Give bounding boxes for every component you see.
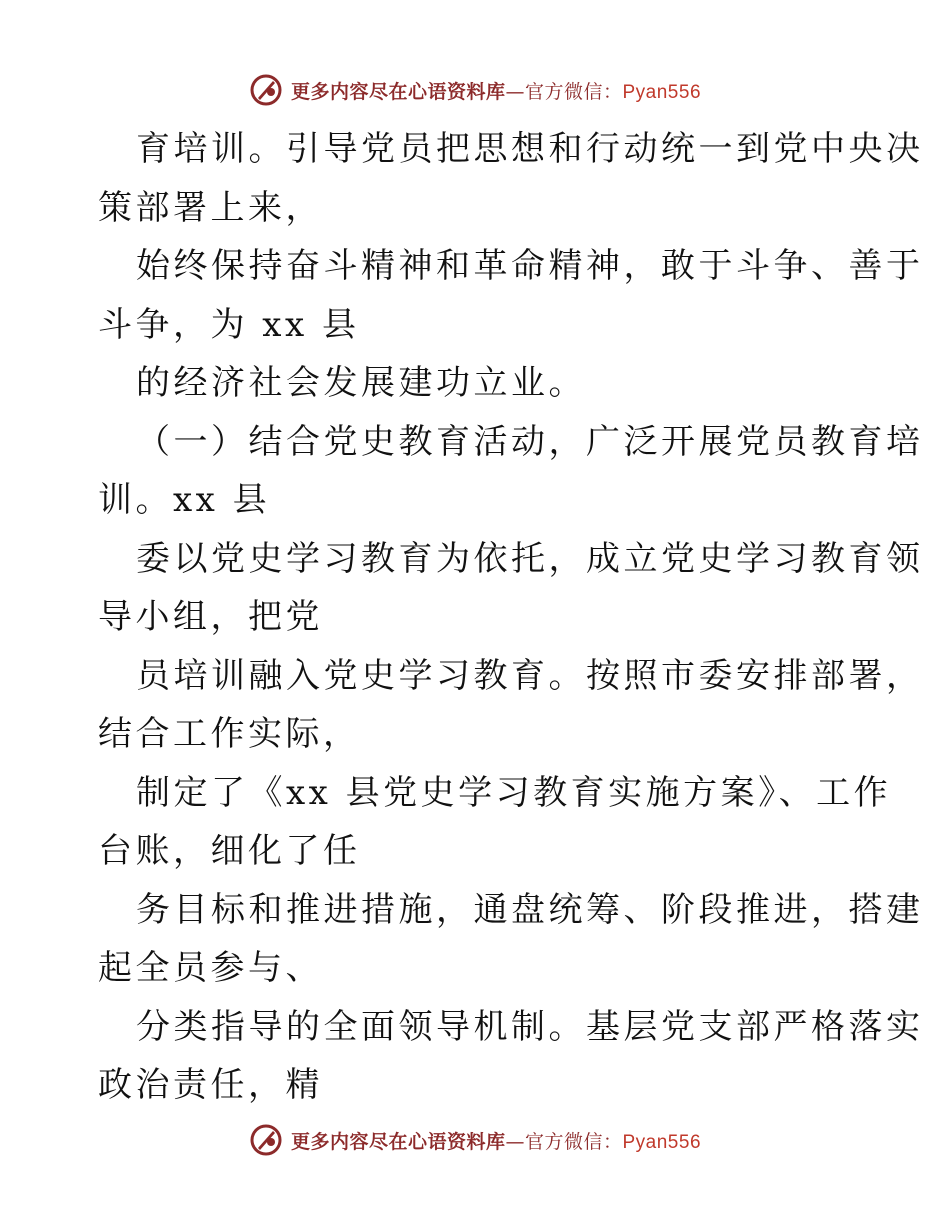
document-line: 政治责任，精: [98, 1065, 323, 1105]
watermark-dash: —: [505, 1130, 525, 1153]
watermark-official-label: 官方微信：: [524, 1130, 623, 1153]
watermark-dash: —: [505, 80, 525, 103]
document-line: 制定了《xx 县党史学习教育实施方案》、工作: [136, 772, 892, 813]
quill-seal-icon: [249, 1123, 283, 1157]
quill-seal-icon: [249, 73, 283, 107]
document-line: 的经济社会发展建功立业。: [136, 363, 586, 403]
document-line: 起全员参与、: [98, 948, 323, 988]
document-line: 分类指导的全面领导机制。基层党支部严格落实: [136, 1006, 924, 1047]
header-watermark: [0, 70, 950, 110]
watermark-site-text: 更多内容尽在心语资料库: [290, 1130, 506, 1153]
document-line: （一）结合党史教育活动，广泛开展党员教育培: [136, 421, 924, 462]
document-line: 务目标和推进措施，通盘统筹、阶段推进，搭建: [136, 889, 924, 930]
document-line: 始终保持奋斗精神和革命精神，敢于斗争、善于: [136, 246, 924, 286]
document-line: 策部署上来，: [98, 187, 323, 228]
watermark-wechat-id: Pyan556: [622, 1131, 702, 1153]
document-line: 训。xx 县: [98, 480, 271, 520]
watermark-site-text: 更多内容尽在心语资料库: [290, 80, 506, 103]
document-line: 委以党史学习教育为依托，成立党史学习教育领: [136, 538, 924, 579]
document-line: 员培训融入党史学习教育。按照市委安排部署，: [136, 655, 924, 696]
footer-watermark: [0, 1120, 950, 1160]
document-line: 斗争，为 xx 县: [98, 304, 360, 345]
watermark-official-label: 官方微信：: [524, 80, 623, 103]
document-line: 导小组，把党: [98, 597, 323, 637]
watermark-wechat-id: Pyan556: [622, 81, 702, 103]
document-body: [98, 120, 924, 1115]
document-line: 台账，细化了任: [98, 831, 361, 871]
document-line: 育培训。引导党员把思想和行动统一到党中央决: [136, 129, 924, 169]
document-line: 结合工作实际，: [98, 714, 361, 754]
